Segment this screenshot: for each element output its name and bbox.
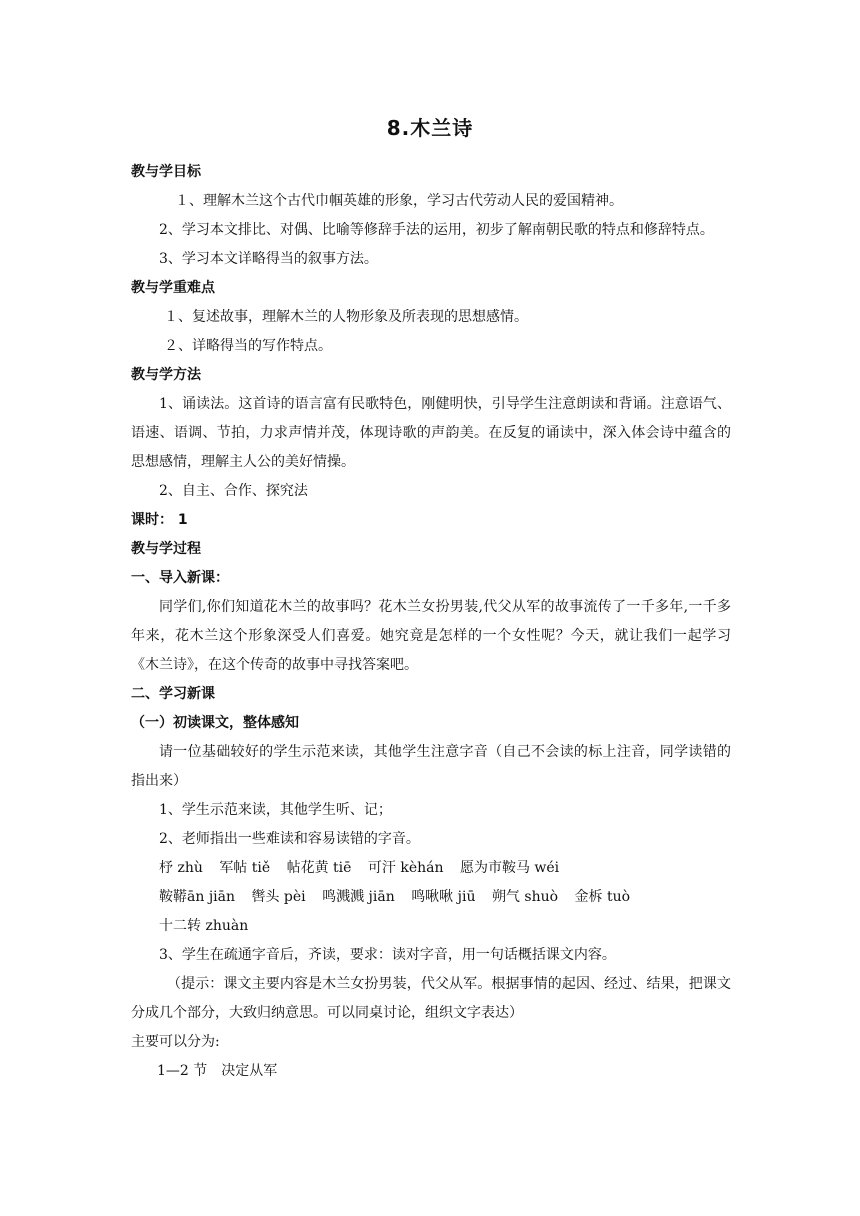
pronunciation-item: 可汗 kèhán <box>367 860 444 876</box>
division-item: 1—2 节 决定从军 <box>157 1063 278 1079</box>
difficulty-item: １、复述故事，理解木兰的人物形象及所表现的思想感情。 <box>164 309 528 325</box>
pronunciation-row <box>131 912 731 941</box>
step-3: 3、学生在疏通字音后，齐读，要求：读对字音，用一句话概括课文内容。 <box>159 947 616 963</box>
pronunciation-item: 愿为市鞍马 wéi <box>459 860 560 876</box>
pronunciation-item: 鸣溅溅 jiān <box>322 889 395 905</box>
goal-item: １、理解木兰这个古代巾帼英雄的形象，学习古代劳动人民的爱国精神。 <box>175 193 623 209</box>
goal-item: 3、学习本文详略得当的叙事方法。 <box>159 251 378 267</box>
document-title: 8.木兰诗 <box>386 116 474 140</box>
pronunciation-item: 军帖 tiě <box>219 860 271 876</box>
division-intro: 主要可以分为: <box>131 1034 220 1050</box>
pronunciation-item: 帖花黄 tiē <box>286 860 352 876</box>
pronunciation-item: 鸣啾啾 jiū <box>411 889 476 905</box>
method-heading: 教与学方法 <box>131 367 201 383</box>
class-hours: 课时： 1 <box>131 512 188 528</box>
pronunciation-item: 鞍鞯ān jiān <box>159 889 235 905</box>
pronunciation-item: 朔气 shuò <box>491 889 559 905</box>
pronunciation-item: 杼 zhù <box>159 860 203 876</box>
pronunciation-row <box>131 854 731 883</box>
step-1: 1、学生示范来读，其他学生听、记； <box>159 802 392 818</box>
process-heading: 教与学过程 <box>131 541 201 557</box>
pronunciation-row <box>131 883 731 912</box>
reading-paragraph: 请一位基础较好的学生示范来读，其他学生注意字音（自己不会读的标上注音，同学读错的指出来） <box>131 744 731 789</box>
goals-heading: 教与学目标 <box>131 164 201 180</box>
difficulty-item: ２、详略得当的写作特点。 <box>164 338 332 354</box>
first-reading-heading: （一）初读课文，整体感知 <box>131 715 299 731</box>
difficulty-heading: 教与学重难点 <box>131 280 215 296</box>
pronunciation-item: 十二转 zhuàn <box>159 918 249 934</box>
intro-heading: 一、导入新课： <box>131 570 229 586</box>
new-lesson-heading: 二、学习新课 <box>131 686 215 702</box>
method-item: 1、诵读法。这首诗的语言富有民歌特色，刚健明快，引导学生注意朗读和背诵。注意语气、语速、语调、节拍，力求声情并茂，体现诗歌的声韵美。在反复的诵读中，深入体会诗中蕴含的思想感情，理解主人公的美好情操。 <box>131 396 731 470</box>
step-2: 2、老师指出一些难读和容易读错的字音。 <box>159 831 420 847</box>
hint-paragraph: （提示：课文主要内容是木兰女扮男装，代父从军。根据事情的起因、经过、结果，把课文分成几个部分，大致归纳意思。可以同桌讨论，组织文字表达） <box>131 976 731 1021</box>
pronunciation-item: 金柝 tuò <box>574 889 631 905</box>
intro-paragraph: 同学们,你们知道花木兰的故事吗？花木兰女扮男装,代父从军的故事流传了一千多年,一千多年来，花木兰这个形象深受人们喜爱。她究竟是怎样的一个女性呢？今天，就让我们一起学习《木兰诗》，在这个传奇的故事中寻找答案吧。 <box>131 599 731 673</box>
document-body <box>131 158 731 1086</box>
method-item: 2、自主、合作、探究法 <box>159 483 308 499</box>
goal-item: 2、学习本文排比、对偶、比喻等修辞手法的运用，初步了解南朝民歌的特点和修辞特点。 <box>159 222 714 238</box>
pronunciation-item: 辔头 pèi <box>251 889 306 905</box>
